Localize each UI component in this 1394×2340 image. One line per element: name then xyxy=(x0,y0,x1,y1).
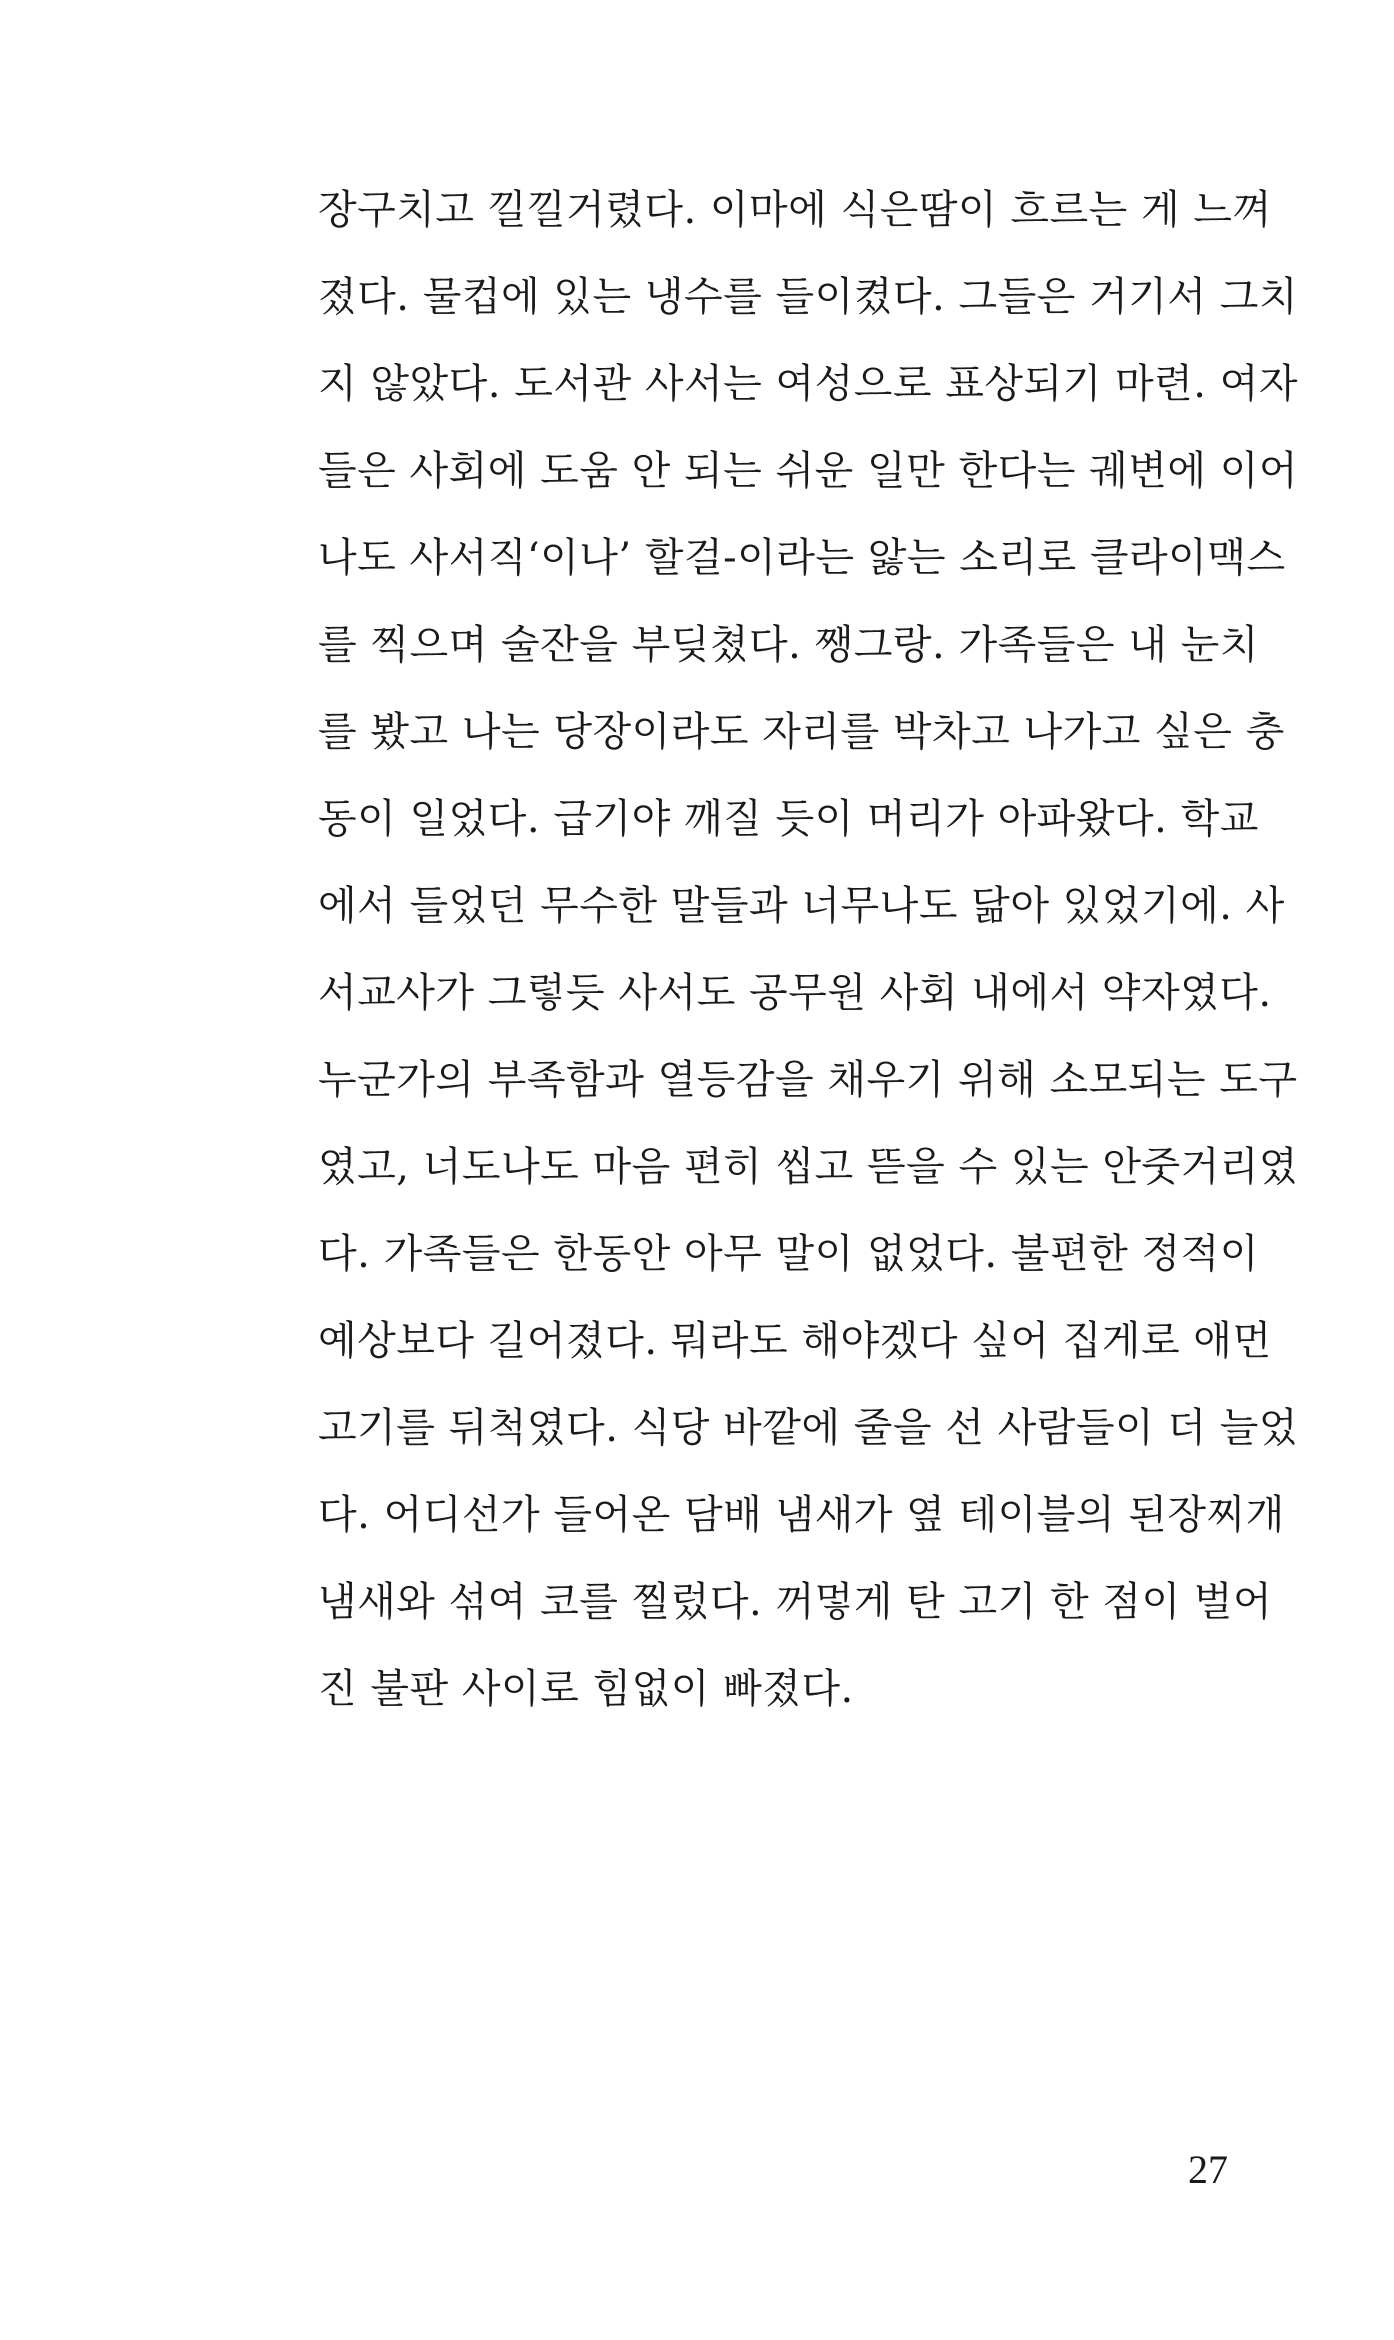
text-line: 서교사가 그렇듯 사서도 공무원 사회 내에서 약자였다. xyxy=(318,970,1272,1016)
body-text xyxy=(318,183,1299,1749)
text-line: 예상보다 길어졌다. 뭐라도 해야겠다 싶어 집게로 애먼 xyxy=(318,1318,1272,1364)
text-line: 누군가의 부족함과 열등감을 채우기 위해 소모되는 도구 xyxy=(318,1057,1298,1103)
text-line: 냄새와 섞여 코를 찔렀다. 꺼멓게 탄 고기 한 점이 벌어 xyxy=(318,1579,1273,1625)
text-line: 고기를 뒤척였다. 식당 바깥에 줄을 선 사람들이 더 늘었 xyxy=(318,1405,1299,1451)
text-line: 지 않았다. 도서관 사서는 여성으로 표상되기 마련. 여자 xyxy=(318,361,1299,407)
text-line: 나도 사서직‘이나’ 할걸-이라는 앓는 소리로 클라이맥스 xyxy=(318,535,1286,581)
text-line: 를 찍으며 술잔을 부딪쳤다. 쨍그랑. 가족들은 내 눈치 xyxy=(318,622,1259,668)
text-line: 들은 사회에 도움 안 되는 쉬운 일만 한다는 궤변에 이어 xyxy=(318,448,1299,494)
page-number: 27 xyxy=(1188,2147,1228,2192)
text-line: 에서 들었던 무수한 말들과 너무나도 닮아 있었기에. 사 xyxy=(318,883,1285,929)
text-line: 다. 어디선가 들어온 담배 냄새가 옆 테이블의 된장찌개 xyxy=(318,1492,1285,1538)
text-line: 를 봤고 나는 당장이라도 자리를 박차고 나가고 싶은 충 xyxy=(318,709,1285,755)
text-line: 동이 일었다. 급기야 깨질 듯이 머리가 아파왔다. 학교 xyxy=(318,796,1259,842)
text-line: 진 불판 사이로 힘없이 빠졌다. xyxy=(318,1666,854,1712)
text-line: 였고, 너도나도 마음 편히 씹고 뜯을 수 있는 안줏거리였 xyxy=(318,1144,1299,1190)
text-line: 다. 가족들은 한동안 아무 말이 없었다. 불편한 정적이 xyxy=(318,1231,1259,1277)
text-line: 장구치고 낄낄거렸다. 이마에 식은땀이 흐르는 게 느껴 xyxy=(318,187,1272,233)
text-line: 졌다. 물컵에 있는 냉수를 들이켰다. 그들은 거기서 그치 xyxy=(318,274,1299,320)
